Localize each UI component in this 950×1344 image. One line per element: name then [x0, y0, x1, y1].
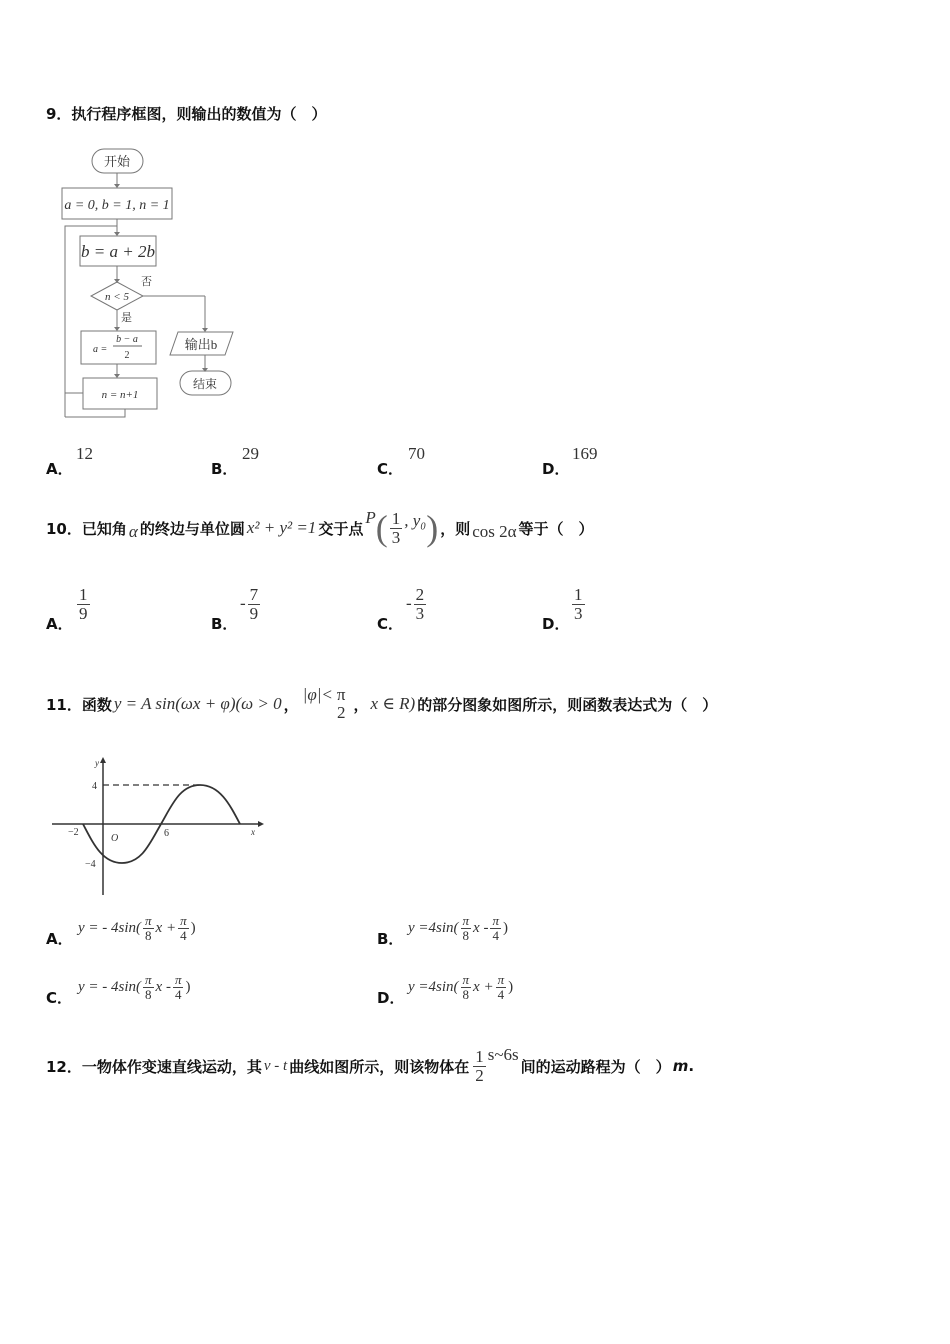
question-10-text: 10．已知角 α 的终边与单位圆 x² + y² =1 交于点 P ( $\frac{1}{3}$ , y₀ ) ，则 cos 2α 等于（ ） — [46, 508, 594, 548]
alpha-symbol: α — [128, 522, 138, 541]
q10-option-c-value: - $\frac{2}{3}$ — [406, 585, 425, 623]
q9-option-b-value: 29 — [242, 444, 259, 463]
cos-expression: cos 2α — [472, 522, 517, 541]
function-expression: y = A sin(ωx + φ)(ω > 0 — [113, 694, 282, 713]
q9-option-c-value: 70 — [408, 444, 425, 463]
y-tick-bottom: −4 — [85, 859, 96, 870]
flow-increment-label: n = n+1 — [101, 389, 139, 401]
domain-expression: x ∈ R) — [370, 694, 416, 713]
q9-option-a-label: A． — [46, 460, 73, 478]
flow-assign-a-num: b − a — [116, 334, 138, 345]
flow-start-label: 开始 — [103, 154, 131, 169]
y-tick-top: 4 — [92, 781, 97, 792]
q9-option-b-label: B． — [211, 460, 238, 478]
flow-no-label: 否 — [141, 276, 152, 288]
vt-expression: v - t — [263, 1057, 288, 1074]
q11-option-c-label: C． — [46, 989, 73, 1007]
sine-graph — [50, 755, 265, 900]
flow-init-label: a = 0, b = 1, n = 1 — [64, 198, 170, 213]
unit-circle-equation: x² + y² =1 — [246, 518, 317, 537]
q11-option-c-value: y = - 4sin( $\frac{\pi}{8}$ x - $\frac{\pi}{4}$ ) — [78, 972, 191, 1002]
flow-yes-label: 是 — [121, 312, 132, 324]
question-12-text: 12．一物体作变速直线运动，其 v - t 曲线如图所示，则该物体在 $\frac{1}{2}$ s~6s 间的运动路程为（ ） m . — [46, 1045, 695, 1085]
flow-assign-a-left: a = — [93, 344, 108, 355]
point-p: P ( $\frac{1}{3}$ , y₀ ) — [365, 508, 439, 548]
flow-assign-a-den: 2 — [124, 350, 130, 361]
flow-condition-label: n < 5 — [105, 291, 129, 303]
q11-option-a-value: y = - 4sin( $\frac{\pi}{8}$ x + $\frac{\pi}{4}$ ) — [78, 913, 196, 943]
q11-option-d-value: y =4sin( $\frac{\pi}{8}$ x + $\frac{\pi}{4}$ ) — [408, 972, 514, 1002]
q11-option-a-label: A． — [46, 930, 73, 948]
q10-option-d-label: D． — [542, 615, 570, 633]
flow-assign-b-label: b = a + 2b — [81, 242, 155, 261]
x-axis-label: x — [251, 827, 255, 837]
flowchart — [55, 143, 245, 428]
q9-option-a-value: 12 — [76, 444, 93, 463]
flow-output-label: 输出b — [184, 337, 218, 352]
origin-label: O — [111, 833, 119, 844]
q10-option-a-label: A． — [46, 615, 73, 633]
q10-option-d-value: $\frac{1}{3}$ — [574, 585, 583, 623]
unit-m: m — [672, 1057, 689, 1075]
time-range: $\frac{1}{2}$ s~6s — [475, 1045, 519, 1085]
q9-option-c-label: C． — [377, 460, 404, 478]
x-tick-six: 6 — [164, 828, 169, 839]
q11-option-d-label: D． — [377, 989, 405, 1007]
q10-option-b-value: - $\frac{7}{9}$ — [240, 585, 259, 623]
q10-option-b-label: B． — [211, 615, 238, 633]
question-11-text: 11．函数 y = A sin(ωx + φ)(ω > 0 ， |φ|< π 2 ， x ∈ R) 的部分图象如图所示，则函数表达式为（ ） — [46, 685, 718, 722]
q10-option-a-value: $\frac{1}{9}$ — [79, 585, 88, 623]
q10-option-c-label: C． — [377, 615, 404, 633]
q11-option-b-value: y =4sin( $\frac{\pi}{8}$ x - $\frac{\pi}{4}$ ) — [408, 913, 508, 943]
phi-condition: |φ|< π 2 — [302, 685, 346, 722]
q9-option-d-value: 169 — [572, 444, 598, 463]
flow-end-label: 结束 — [192, 377, 218, 391]
question-9-text: 9．执行程序框图，则输出的数值为（ ） — [46, 105, 327, 123]
q9-option-d-label: D． — [542, 460, 570, 478]
x-tick-neg: −2 — [68, 827, 79, 838]
y-axis-label: y — [95, 758, 99, 768]
q11-option-b-label: B． — [377, 930, 404, 948]
